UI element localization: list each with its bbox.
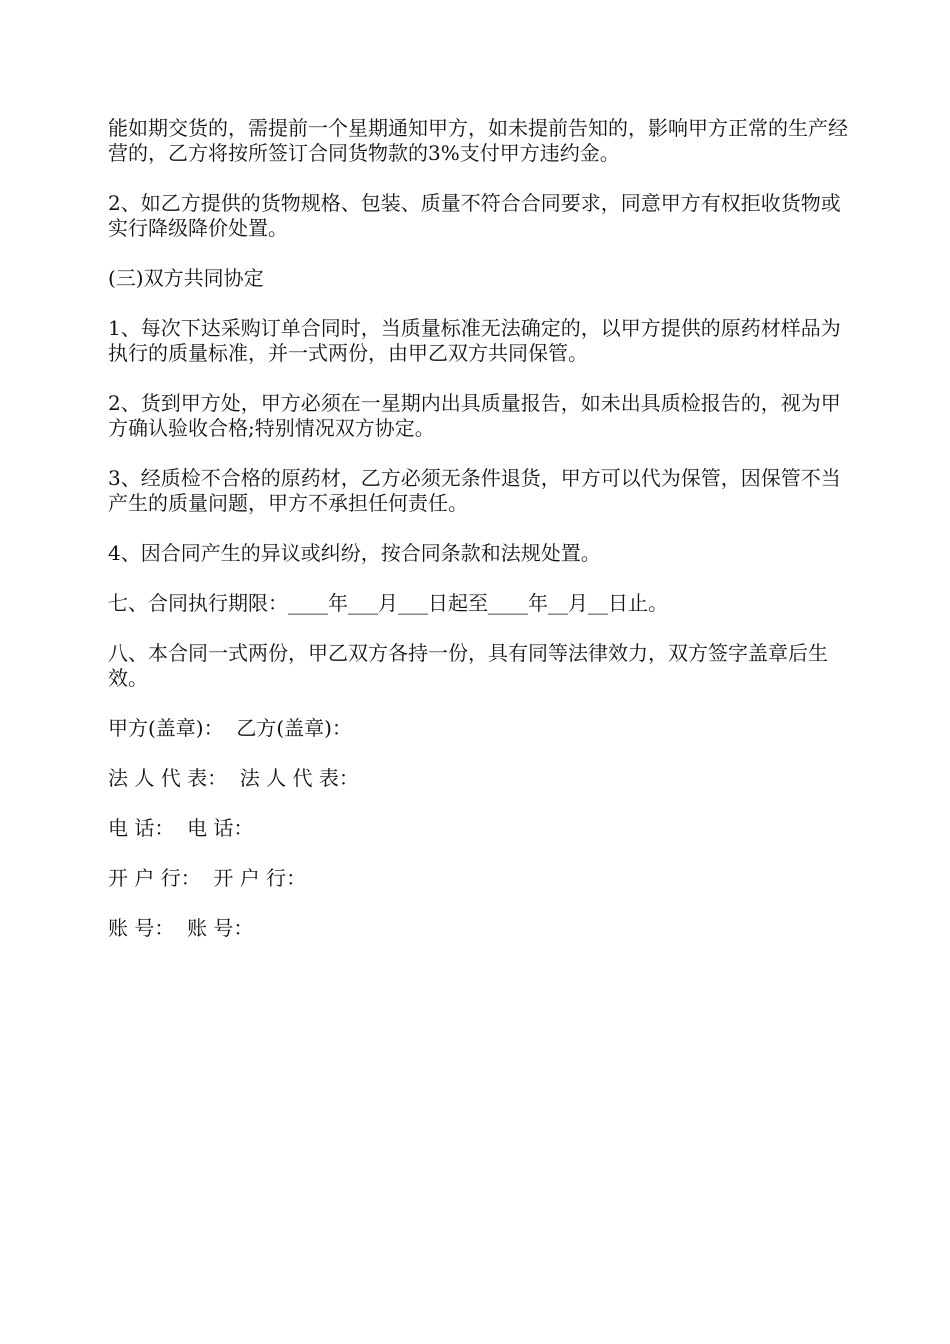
paragraph-delivery-notice: 能如期交货的，需提前一个星期通知甲方，如未提前告知的，影响甲方正常的生产经营的，乙方将按所签订合同货物款的3%支付甲方违约金。	[108, 116, 848, 165]
signature-account-line: 账 号： 账 号：	[108, 916, 254, 940]
signature-phone-line: 电 话： 电 话：	[108, 816, 254, 840]
paragraph-contract-term: 七、合同执行期限：____年___月___日起至____年__月__日止。	[108, 591, 668, 615]
paragraph-reject-goods: 2、如乙方提供的货物规格、包装、质量不符合合同要求，同意甲方有权拒收货物或实行降级降价处置。	[108, 191, 841, 240]
signature-seal-line: 甲方(盖章)： 乙方(盖章)：	[108, 716, 352, 740]
section-heading-mutual-agreement: (三)双方共同协定	[108, 266, 264, 290]
paragraph-quality-report: 2、货到甲方处，甲方必须在一星期内出具质量报告，如未出具质检报告的，视为甲方确认验收合格;特别情况双方协定。	[108, 391, 841, 440]
signature-block	[108, 716, 848, 941]
signature-legal-rep-line: 法 人 代 表： 法 人 代 表：	[108, 766, 359, 790]
paragraph-quality-standard: 1、每次下达采购订单合同时，当质量标准无法确定的，以甲方提供的原药材样品为执行的质量标准，并一式两份，由甲乙双方共同保管。	[108, 316, 841, 365]
signature-bank-line: 开 户 行： 开 户 行：	[108, 866, 307, 890]
paragraph-dispute: 4、因合同产生的异议或纠纷，按合同条款和法规处置。	[108, 541, 601, 565]
paragraph-unqualified-return: 3、经质检不合格的原药材，乙方必须无条件退货，甲方可以代为保管，因保管不当产生的质量问题，甲方不承担任何责任。	[108, 466, 841, 515]
contract-page	[108, 116, 848, 966]
paragraph-copies-effect: 八、本合同一式两份，甲乙双方各持一份，具有同等法律效力，双方签字盖章后生效。	[108, 641, 828, 690]
